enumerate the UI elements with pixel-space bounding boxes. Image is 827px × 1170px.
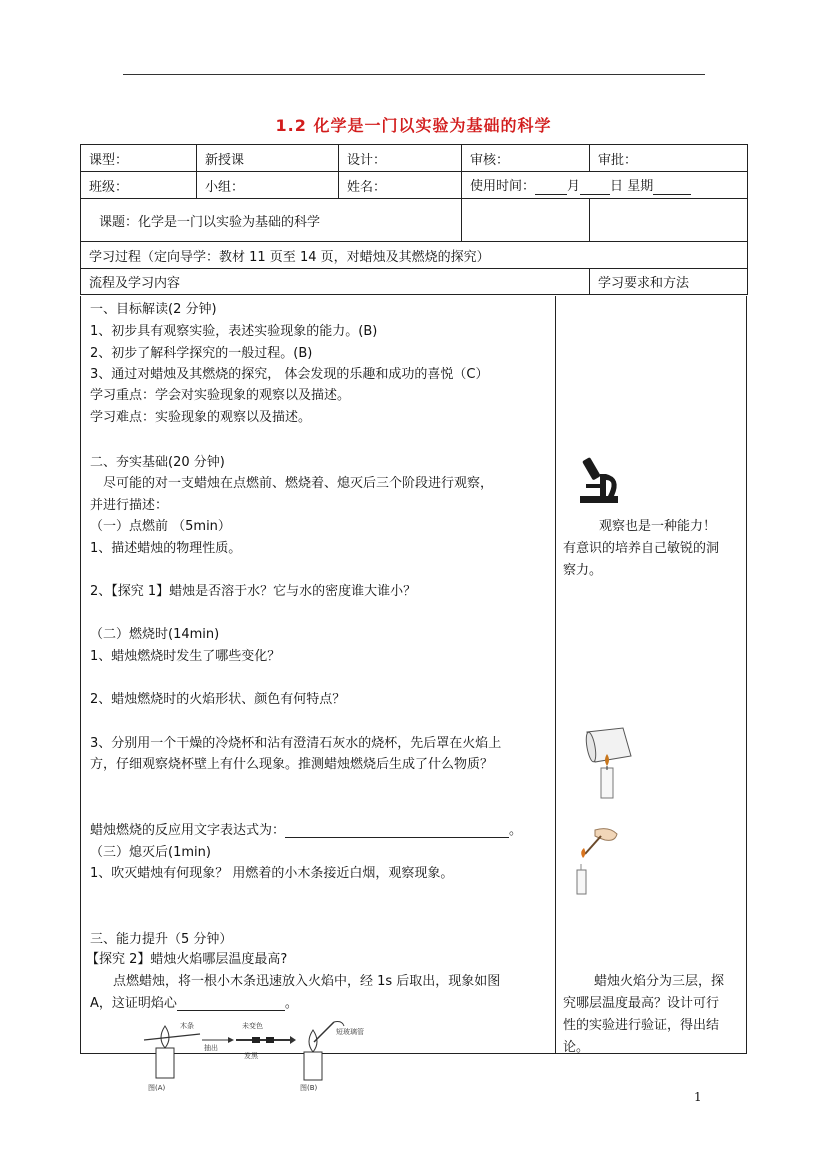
figure-a-caption: 图(A) — [148, 1084, 166, 1092]
topic-cell: 课题：化学是一门以实验为基础的科学 — [81, 199, 462, 242]
course-type-label: 课型： — [81, 145, 197, 172]
side-note-1-line1: 观察也是一种能力！ — [599, 519, 717, 534]
learning-focus: 学习重点：学会对实验现象的观察以及描述。 — [90, 388, 351, 403]
group-label: 小组： — [197, 172, 339, 199]
page-number: 1 — [694, 1090, 702, 1104]
design-label: 设计： — [339, 145, 462, 172]
explore-2-title: 【探究 2】蜡烛火焰哪层温度最高? — [86, 952, 288, 967]
reaction-expression-blank — [285, 825, 509, 838]
phase-2-question-1: 1、蜡烛燃烧时发生了哪些变化？ — [90, 649, 281, 664]
section-2-intro-line2: 并进行描述： — [90, 498, 169, 513]
section-3-text-line2-label: A，这证明焰心 — [90, 996, 177, 1011]
class-label: 班级： — [81, 172, 197, 199]
column-head-method: 学习要求和方法 — [590, 269, 748, 295]
section-3-title: 三、能力提升（5 分钟） — [90, 932, 233, 947]
lesson-header-table — [80, 144, 748, 295]
use-time-cell — [462, 172, 748, 199]
day-blank — [580, 179, 610, 195]
side-note-2-line1: 蜡烛火焰分为三层，探 — [594, 974, 725, 989]
phase-1-question-1: 1、描述蜡烛的物理性质。 — [90, 541, 242, 556]
column-head-content: 流程及学习内容 — [81, 269, 590, 295]
side-note-2-line2: 究哪层温度最高？设计可行 — [563, 996, 720, 1011]
lesson-body — [80, 296, 747, 1054]
page-title: 1.2 化学是一门以实验为基础的科学 — [275, 116, 552, 135]
phase-2-question-3-line2: 方，仔细观察烧杯壁上有什么现象。推测蜡烛燃烧后生成了什么物质？ — [90, 757, 494, 772]
goal-1: 1、初步具有观察实验，表述实验现象的能力。(B) — [90, 324, 378, 339]
month-label: 月 — [567, 179, 581, 194]
wood-stick-candle-image — [565, 824, 625, 902]
phase-1-title: （一）点燃前 （5min） — [90, 519, 231, 534]
section-1-title: 一、目标解读(2 分钟) — [90, 302, 217, 317]
goal-3: 3、通过对蜡烛及其燃烧的探究， 体会发现的乐趣和成功的喜悦（C） — [90, 367, 489, 382]
weekday-blank — [653, 179, 691, 195]
flame-experiment-figure — [140, 1018, 420, 1098]
side-note-1-line3: 察力。 — [563, 563, 603, 578]
course-type-value: 新授课 — [197, 145, 339, 172]
weekday-label: 星期 — [627, 179, 654, 194]
review-label: 审核： — [462, 145, 590, 172]
section-3-text-line1: 点燃蜡烛，将一根小木条迅速放入火焰中，经 1s 后取出，现象如图 — [113, 974, 501, 989]
name-label: 姓名： — [339, 172, 462, 199]
glass-tube-label: 短玻璃管 — [336, 1028, 364, 1036]
side-note-2-line3: 性的实验进行验证，得出结 — [563, 1018, 720, 1033]
blackened-label: 发黑 — [244, 1052, 258, 1060]
phase-2-question-2: 2、蜡烛燃烧时的火焰形状、颜色有何特点？ — [90, 692, 346, 707]
topic-blank-cell-2 — [590, 199, 748, 242]
topic-blank-cell-1 — [462, 199, 590, 242]
figure-b-caption: 图(B) — [300, 1084, 318, 1092]
goal-2: 2、初步了解科学探究的一般过程。(B) — [90, 346, 313, 361]
side-note-2-line4: 论。 — [563, 1040, 590, 1055]
phase-3-title: （三）熄灭后(1min) — [90, 845, 211, 860]
reaction-expression-end: 。 — [509, 823, 523, 838]
phase-2-question-3-line1: 3、分别用一个干燥的冷烧杯和沾有澄清石灰水的烧杯，先后罩在火焰上 — [90, 736, 502, 751]
wood-stick-label: 木条 — [180, 1022, 194, 1030]
microscope-icon — [578, 456, 622, 508]
approve-label: 审批： — [590, 145, 748, 172]
learning-difficulty: 学习难点：实验现象的观察以及描述。 — [90, 410, 312, 425]
side-note-1-line2: 有意识的培养自己敏锐的洞 — [563, 541, 720, 556]
unchanged-label: 未变色 — [242, 1022, 263, 1030]
section-2-intro-line1: 尽可能的对一支蜡烛在点燃前、燃烧着、熄灭后三个阶段进行观察， — [103, 476, 494, 491]
pull-out-label: 抽出 — [204, 1044, 218, 1052]
day-label: 日 — [610, 179, 624, 194]
use-time-label: 使用时间： — [470, 179, 536, 194]
section-3-text-line2-end: 。 — [284, 996, 298, 1011]
reaction-expression — [90, 819, 522, 838]
column-divider — [555, 296, 556, 1053]
phase-2-title: （二）燃烧时(14min) — [90, 627, 220, 642]
section-2-title: 二、夯实基础(20 分钟) — [90, 455, 225, 470]
explore-1-question: 2、【探究 1】蜡烛是否溶于水？它与水的密度谁大谁小？ — [90, 584, 417, 599]
phase-3-question-1: 1、吹灭蜡烛有何现象？ 用燃着的小木条接近白烟，观察现象。 — [90, 866, 454, 881]
flame-core-blank — [177, 998, 285, 1011]
header-rule — [123, 74, 705, 75]
process-cell: 学习过程（定向导学：教材 11 页至 14 页，对蜡烛及其燃烧的探究） — [81, 242, 748, 269]
month-blank — [535, 179, 567, 195]
section-3-text-line2 — [90, 992, 298, 1011]
beaker-over-candle-image — [581, 726, 637, 810]
reaction-expression-label: 蜡烛燃烧的反应用文字表达式为： — [90, 823, 286, 838]
